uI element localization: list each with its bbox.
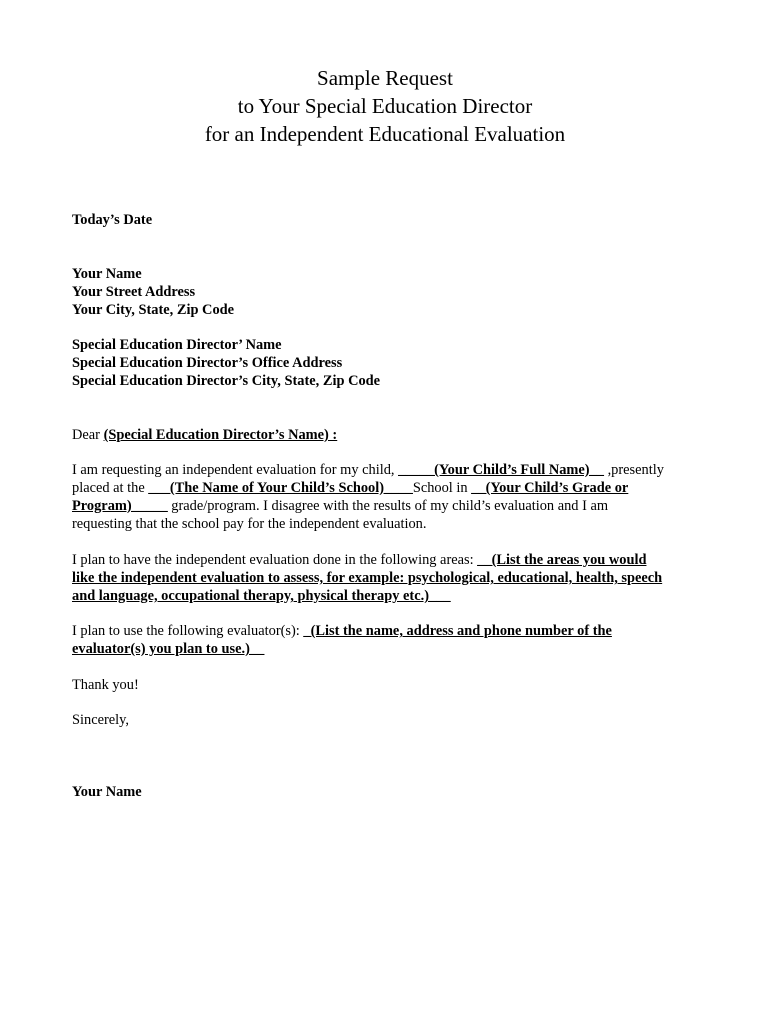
salutation-prefix: Dear (72, 427, 104, 443)
paragraph-evaluators (72, 622, 700, 658)
recipient-office: Special Education Director’s Office Address (72, 355, 343, 371)
areas-blank-1: __(List the areas you would (477, 552, 647, 568)
school-name-blank: ___(The Name of Your Child’s School)____ (148, 480, 413, 496)
recipient-name: Special Education Director’ Name (72, 337, 282, 353)
salutation-blank: (Special Education Director’s Name) : (103, 427, 338, 443)
grade-blank-start: __(Your Child’s Grade or (471, 480, 629, 496)
thank-you-line (72, 676, 700, 694)
para1-text-1-end: ,presently (603, 462, 664, 478)
signature-name: Your Name (72, 784, 142, 800)
date-label: Today’s Date (72, 212, 153, 228)
evaluator-blank-2: evaluator(s) you plan to use.)__ (72, 641, 265, 657)
paragraph-areas (72, 551, 700, 605)
title-line-1: Sample Request (317, 66, 453, 90)
thank-you: Thank you! (72, 677, 139, 693)
sender-address (72, 265, 700, 319)
areas-blank-3: and language, occupational therapy, physical therapy etc.)___ (72, 588, 451, 604)
closing-line (72, 711, 700, 729)
recipient-city: Special Education Director’s City, State, Zip Code (72, 373, 381, 389)
salutation (72, 426, 700, 444)
areas-blank-2: like the independent evaluation to assess, for example: psychological, educational, health, speech (72, 570, 663, 586)
child-name-blank: _____(Your Child’s Full Name)__ (398, 462, 604, 478)
sender-name: Your Name (72, 266, 142, 282)
para1-text-4: requesting that the school pay for the independent evaluation. (72, 516, 427, 532)
signature-line (72, 783, 700, 801)
date-line (72, 211, 700, 229)
sender-city: Your City, State, Zip Code (72, 302, 235, 318)
para3-text-1: I plan to use the following evaluator(s): (72, 623, 304, 639)
closing: Sincerely, (72, 712, 130, 728)
para1-text-3: grade/program. I disagree with the results of my child’s evaluation and I am (167, 498, 609, 514)
para1-text-1: I am requesting an independent evaluation for my child, (72, 462, 399, 478)
grade-blank-end: Program)_____ (72, 498, 168, 514)
evaluator-blank-1: _(List the name, address and phone number of the (303, 623, 612, 639)
paragraph-request (72, 461, 700, 533)
document-title (0, 64, 770, 148)
sender-street: Your Street Address (72, 284, 196, 300)
recipient-address (72, 336, 700, 390)
para1-text-2-mid: School in (412, 480, 472, 496)
para2-text-1: I plan to have the independent evaluation done in the following areas: (72, 552, 478, 568)
para1-text-2: placed at the (72, 480, 149, 496)
title-line-2: to Your Special Education Director (237, 94, 533, 118)
title-line-3: for an Independent Educational Evaluation (204, 122, 566, 146)
